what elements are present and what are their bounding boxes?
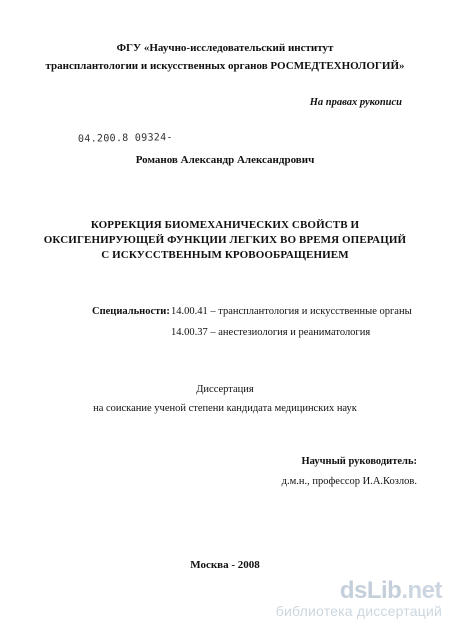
supervisor-name: д.м.н., профессор И.А.Козлов.: [281, 476, 417, 487]
author-name: Романов Александр Александрович: [135, 154, 315, 166]
dissertation-type: Диссертация: [196, 384, 254, 395]
dissertation-title-line2: ОКСИГЕНИРУЮЩЕЙ ФУНКЦИИ ЛЕГКИХ ВО ВРЕМЯ ОПЕРАЦИЙ: [43, 234, 407, 246]
watermark-brand-prefix: dsLib: [339, 577, 402, 604]
specialty-item-1: 14.00.41 – трансплантология и искусственные органы: [171, 306, 412, 317]
institute-name-line1: ФГУ «Научно-исследовательский институт: [116, 42, 334, 54]
library-stamp: 04.200.8 09324-: [77, 132, 173, 145]
watermark-brand-suffix: .net: [401, 577, 442, 604]
dissertation-title-line3: С ИСКУССТВЕННЫМ КРОВООБРАЩЕНИЕМ: [101, 249, 349, 261]
rights-note: На правах рукописи: [309, 97, 402, 108]
specialties-label: Специальности:: [92, 306, 170, 317]
dslib-watermark: [276, 579, 442, 619]
watermark-brand: [276, 579, 442, 603]
specialty-item-2: 14.00.37 – анестезиология и реаниматология: [171, 327, 371, 338]
watermark-tagline: библиотека диссертаций: [275, 603, 442, 619]
supervisor-label: Научный руководитель:: [301, 456, 417, 467]
dissertation-title-line1: КОРРЕКЦИЯ БИОМЕХАНИЧЕСКИХ СВОЙСТВ И: [90, 219, 360, 231]
institute-name-line2: трансплантологии и искусственных органов РОСМЕДТЕХНОЛОГИЙ»: [45, 60, 405, 72]
city-year: Москва - 2008: [190, 559, 260, 571]
dissertation-degree: на соискание ученой степени кандидата медицинских наук: [93, 403, 357, 414]
